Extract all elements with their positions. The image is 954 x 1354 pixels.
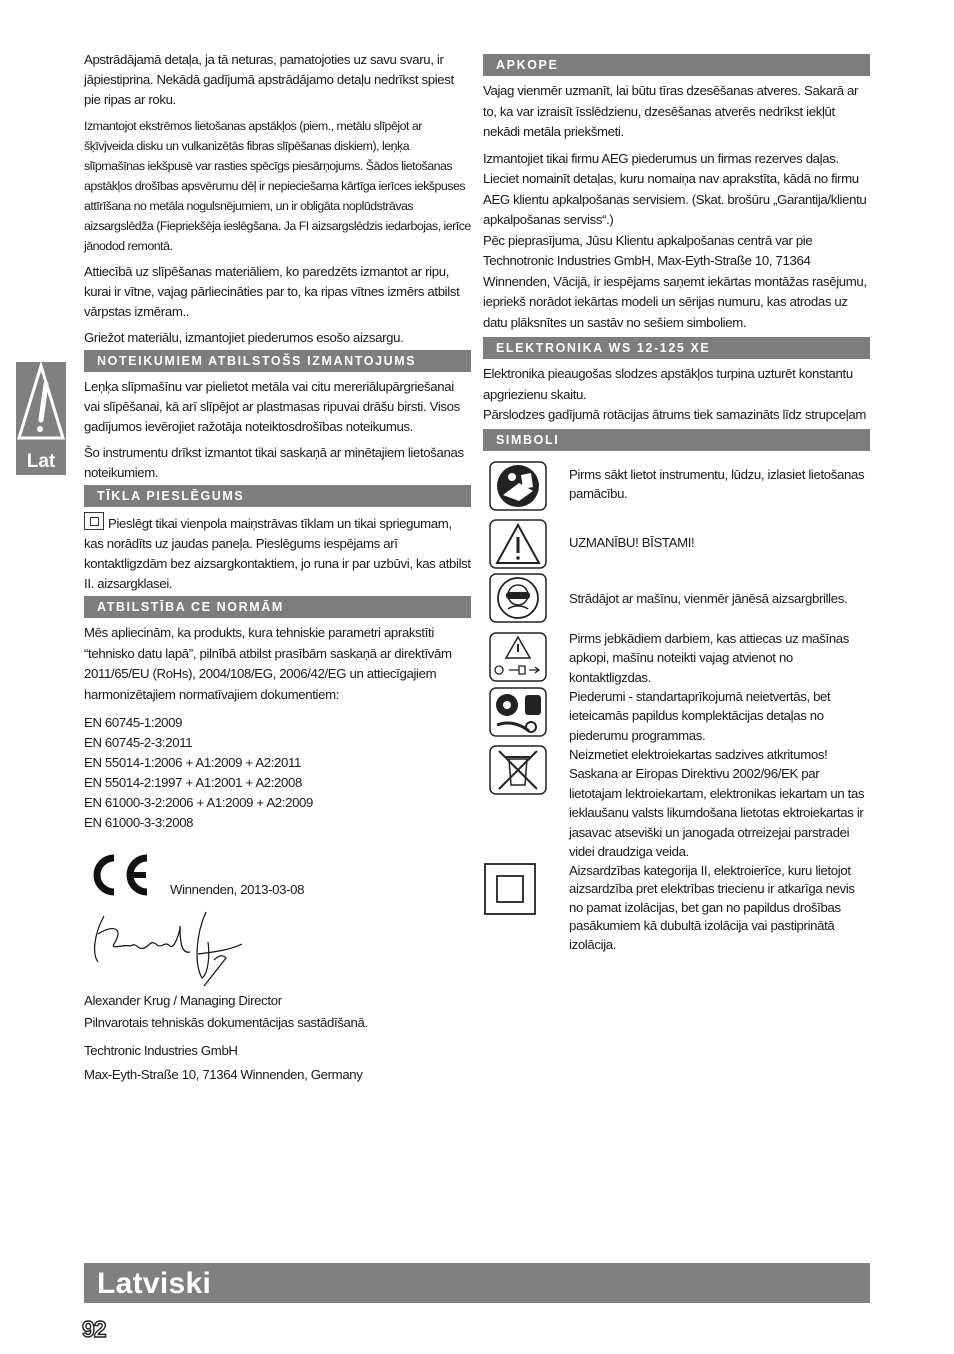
standard-item: EN 55014-1:2006 + A1:2009 + A2:2011 xyxy=(84,755,302,770)
left-column xyxy=(84,50,471,833)
company-address: Max-Eyth-Straße 10, 71364 Winnenden, Germany xyxy=(84,1067,363,1082)
symbol-text: Neizmetiet elektroiekartas sadzives atkritumos! Saskana ar Eiropas Direktivu 2002/96/EK par lietotajam lektroiekartam, elektronikas iekartam un tas ieklaušanu valsts likumdošana lietotas ektroiekartas ir jasavac atseviški un janogada otrreizejai parstradei videi draudziga veida. xyxy=(569,746,865,859)
warning-icon xyxy=(489,519,547,569)
paragraph: Izmantojot ekstrēmos lietošanas apstākļos (piem., metālu slīpējot ar šķīvjveida disku un vulkanizētās fibras slīpēšanas diskiem), leņķa slīpmašīnas iekšpusē var rasties spēcīgs piesārņojums. Šādos lietošanas apstākļos drošības apsvērumu dēļ ir nepieciešama kārtīga ierīces iekšpuses attīrīšana no metāla nogulsnējumiem, un ir obligāta noplūdstrāvas aizsargslēdža (Fiepriekšēja ieslēgšana. Ja FI aizsargslēdzis iedarbojas, ierīce jānodod remontā. xyxy=(84,119,471,253)
signer-block xyxy=(84,990,471,1087)
symbol-row xyxy=(483,687,870,745)
warning-triangle-icon xyxy=(16,362,66,446)
symbol-text: Pirms sākt lietot instrumentu, lūdzu, izlasiet lietošanas pamācību. xyxy=(569,466,865,501)
class-ii-icon xyxy=(84,512,104,530)
symbol-text: Piederumi - standartaprīkojumā neietvertās, bet ieteicamās papildus komplektācijas detaļas no piederumu programmas. xyxy=(569,688,831,743)
symbol-text: Strādājot ar mašīnu, vienmēr jānēsā aizsargbrilles. xyxy=(569,590,848,606)
symbol-row xyxy=(483,862,870,952)
paragraph: Apstrādājamā detaļa, ja tā neturas, pamatojoties uz savu svaru, ir jāpiestiprina. Nekādā gadījumā apstrādājamo detaļu nedrīkst spiest pie ripas ar roku. xyxy=(84,52,454,107)
paragraph: Griežot materiālu, izmantojiet piederumos esošo aizsargu. xyxy=(84,330,404,345)
paragraph: Elektronika pieaugošas slodzes apstākļos turpina uzturēt konstantu apgriezienu skaitu. xyxy=(483,366,853,402)
standard-item: EN 55014-2:1997 + A1:2001 + A2:2008 xyxy=(84,775,302,790)
symbol-row xyxy=(483,571,870,629)
standard-item: EN 60745-2-3:2011 xyxy=(84,735,193,750)
standard-item: EN 61000-3-2:2006 + A1:2009 + A2:2009 xyxy=(84,795,314,810)
paragraph-text: Pieslēgt tikai vienpola maiņstrāvas tīklam un tikai spriegumam, kas norādīts uz jaudas paneļa. Pieslēgums iespējams arī kontaktligzdām bez aizsargkontaktiem, jo runa ir par uzbūvi, kas atbilst II. aizsargklasei. xyxy=(84,516,471,591)
symbol-row xyxy=(483,745,870,862)
standard-item: EN 60745-1:2009 xyxy=(84,715,183,730)
standard-item: EN 61000-3-3:2008 xyxy=(84,815,194,830)
section-heading: ELEKTRONIKA WS 12-125 XE xyxy=(483,337,870,359)
standards-list xyxy=(84,713,471,833)
symbol-row xyxy=(483,629,870,687)
section-heading: TĪKLA PIESLĒGUMS xyxy=(84,485,471,507)
company-name: Techtronic Industries GmbH xyxy=(84,1043,238,1058)
read-manual-icon xyxy=(489,461,547,511)
paragraph: Leņķa slīpmašīnu var pielietot metāla vai citu mereriālupārgriešanai vai slīpēšanai, kā arī slīpējot ar plastmasas ripuvai drāšu birsti. Visos gadījumos ievērojiet ražotāja noteiktosdrošības noteikumus. xyxy=(84,379,460,434)
signer-role: Pilnvarotais tehniskās dokumentācijas sastādīšanā. xyxy=(84,1015,368,1030)
paragraph: Izmantojiet tikai firmu AEG piederumus un firmas rezerves daļas. Lieciet nomainīt detaļas, kuru nomaiņa nav aprakstīta, kādā no firmu AEG klientu apkalpošanas servisiem. (Skat. brošūru „Garantija/klientu apkalpošanas serviss“.) xyxy=(483,150,867,227)
language-tab xyxy=(16,362,66,475)
paragraph: Šo instrumentu drīkst izmantot tikai saskaņā ar minētajiem lietošanas noteikumiem. xyxy=(84,445,464,480)
paragraph: Attiecībā uz slīpēšanas materiāliem, ko paredzēts izmantot ar ripu, kurai ir vītne, vajag pārliecināties par to, ka ripas vītnes izmērs atbilst vārpstas izmēram.. xyxy=(84,264,460,319)
symbol-text: Pirms jebkādiem darbiem, kas attiecas uz mašīnas apkopi, mašīnu noteikti vajag atvienot no kontaktligzdas. xyxy=(569,630,850,685)
paragraph: Pēc pieprasījuma, Jūsu Klientu apkalpošanas centrā var pie Technotronic Industries GmbH, Max-Eyth-Straße 10, 71364 Winnenden, Vācijā, ir iespējams saņemt iekārtas montāžas rasējumu, iepriekš norādot iekārtas modeli un sērijas numuru, kas atrodas uz datu plāksnītes un sastāv no sešiem simboliem. xyxy=(483,232,867,330)
right-column xyxy=(483,54,870,952)
accessories-icon xyxy=(489,687,547,737)
section-heading: NOTEIKUMIEM ATBILSTOŠS IZMANTOJUMS xyxy=(84,350,471,372)
section-heading: ATBILSTĪBA CE NORMĀM xyxy=(84,596,471,618)
paragraph: Mēs apliecinām, ka produkts, kura tehniskie parametri aprakstīti “tehnisko datu lapā”, pilnībā atbilst prasībām saskaņā ar direktīvām 2011/65/EU (RoHs), 2004/108/EG, 2006/42/EG un attiecīgajiem harmonizētajiem normatīvajiem dokumentiem: xyxy=(84,625,452,702)
symbol-row xyxy=(483,519,870,571)
symbol-text: UZMANĪBU! BĪSTAMI! xyxy=(569,534,695,550)
symbol-row xyxy=(483,461,870,519)
footer-title: Latviski xyxy=(97,1267,212,1300)
language-label: Lat xyxy=(26,451,56,472)
symbol-text: Aizsardzības kategorija II, elektroierīce, kuru lietojot aizsardzība pret elektrības triecienu ir atkarīga nevis no pamat izolācijas, bet gan no papildus drošības pasākumiem kā dubultā izolācija vai pastiprinātā izolācija. xyxy=(569,862,855,952)
footer-language-bar xyxy=(84,1263,870,1303)
signature xyxy=(84,904,254,988)
section-heading: SIMBOLI xyxy=(483,429,870,451)
unplug-icon xyxy=(489,632,547,682)
paragraph-with-icon xyxy=(84,512,471,594)
class-ii-icon xyxy=(483,862,537,916)
page-number: 92 xyxy=(82,1316,106,1342)
place-date: Winnenden, 2013-03-08 xyxy=(170,882,305,897)
ce-mark-icon xyxy=(84,850,154,900)
weee-bin-icon xyxy=(489,745,547,795)
paragraph: Vajag vienmēr uzmanīt, lai būtu tīras dzesēšanas atveres. Sakarā ar to, ka var izraisīt īsslēdzienu, dzesēšanas atverēs nedrīkst iekļūt nekādi metāla priekšmeti. xyxy=(483,83,859,139)
safety-goggles-icon xyxy=(489,573,547,623)
signer-name: Alexander Krug / Managing Director xyxy=(84,993,282,1008)
paragraph: Pārslodzes gadījumā rotācijas ātrums tiek samazināts līdz strupceļam xyxy=(483,407,866,422)
section-heading: APKOPE xyxy=(483,54,870,76)
